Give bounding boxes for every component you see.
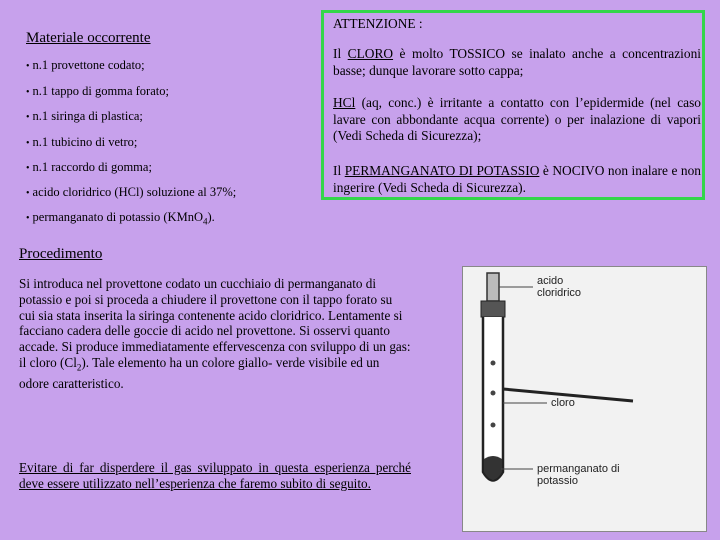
list-item: • n.1 provettone codato; (26, 58, 145, 73)
list-item: • n.1 tubicino di vetro; (26, 135, 137, 150)
list-item: • acido cloridrico (HCl) soluzione al 37%; (26, 185, 236, 200)
procedure-title: Procedimento (19, 246, 103, 262)
formula-subscript: 4 (202, 216, 208, 227)
procedure-text (19, 276, 411, 392)
label-permanganate: permanganato di potassio (537, 463, 620, 487)
procedure-text-a: Si introduca nel provettone codato un cucchiaio di permanganato di potassio e poi si proceda a chiudere il provettone con il tappo forato su cui sia stata inserita la siringa contenente acido cloridrico. Lentamente si facciano cadera delle goccie di acido nel provettone. Si osservi quanto accade. Si produce immediatamente effervescenza con sviluppo di un gas: il cloro (Cl (19, 276, 411, 370)
warning-permanganate-text: è NOCIVO non inalare e non ingerire (Vedi Scheda di Sicurezza). (333, 163, 702, 195)
warning-chlorine-pre: Il (333, 46, 348, 61)
apparatus-drawing (463, 267, 706, 531)
chlorine-keyword: CLORO (347, 46, 394, 61)
warning-hcl-text: (aq, conc.) è irritante a contatto con l’epidermide (nel caso lavare con abbondante acqua corrente) o per inalazione di vapori (Vedi Scheda di Sicurezza); (333, 95, 701, 143)
label-acid: acido cloridrico (537, 275, 582, 299)
list-item: • n.1 raccordo di gomma; (26, 160, 152, 175)
hcl-keyword: HCl (333, 95, 356, 110)
warning-hcl (333, 95, 701, 145)
list-item: • n.1 siringa di plastica; (26, 109, 143, 124)
procedure-text-b: ). Tale elemento ha un colore giallo- verde visibile ed un odore caratteristico. (19, 354, 380, 392)
stopper-icon (481, 301, 505, 317)
warning-chlorine-text: è molto TOSSICO se inalato anche a concentrazioni basse; dunque lavorare sotto cappa; (333, 46, 701, 78)
test-tube-icon (483, 317, 503, 481)
warning-chlorine (333, 46, 701, 79)
procedure-note: Evitare di far disperdere il gas sviluppato in questa esperienza perché deve essere utilizzato nell’esperienza che faremo subito di seguito. (19, 460, 411, 491)
syringe-icon (487, 273, 499, 301)
label-chlorine: cloro (551, 397, 575, 409)
warning-permanganate (333, 163, 701, 196)
materials-title: Materiale occorrente (26, 30, 151, 46)
list-item: • n.1 tappo di gomma forato; (26, 84, 169, 99)
apparatus-figure (462, 266, 707, 532)
warning-permanganate-pre: Il (333, 163, 345, 178)
warning-title: ATTENZIONE : (333, 16, 423, 31)
permanganate-keyword: PERMANGANATO DI POTASSIO (344, 163, 540, 178)
list-item (26, 210, 215, 227)
chlorine-subscript: 2 (76, 362, 82, 373)
permanganate-formula-suffix: ). (207, 210, 215, 224)
permanganate-formula-prefix: permanganato di potassio (KMnO (32, 210, 203, 224)
